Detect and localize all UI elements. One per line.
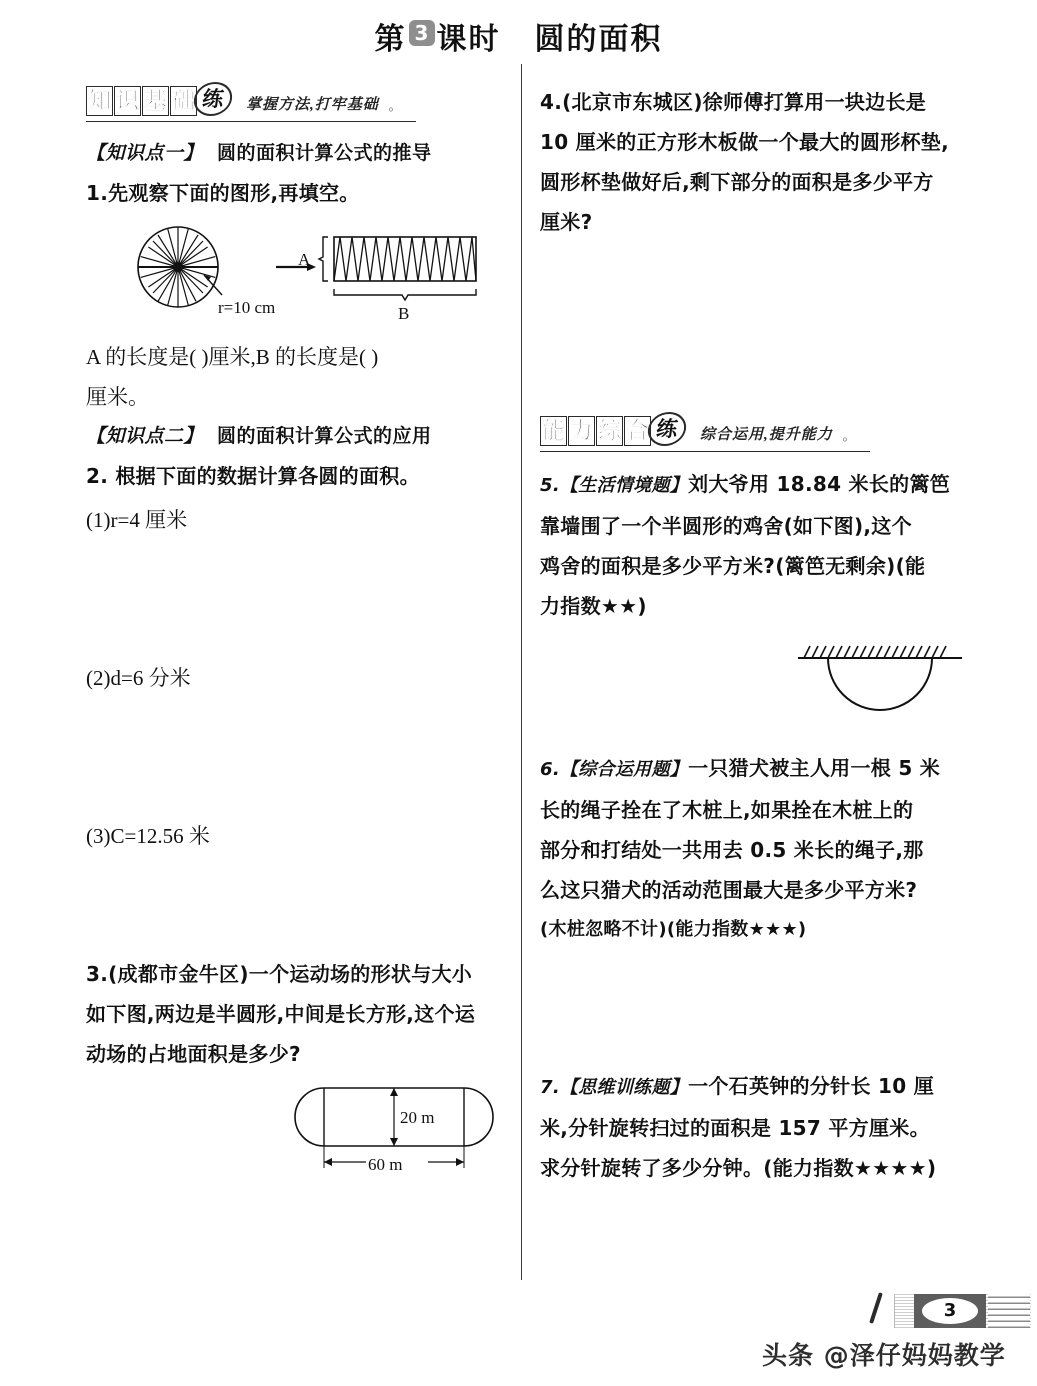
question-4-line-1: 4.(北京市东城区)徐师傅打算用一块边长是 [540, 90, 927, 114]
question-5-line-3: 鸡舍的面积是多少平方米?(篱笆无剩余)(能 [540, 554, 926, 578]
semicircle-shape-icon [828, 658, 932, 710]
banner-char: 力 [570, 418, 593, 444]
banner-char: 合 [626, 418, 649, 444]
page-title-main: 圆的面积 [534, 22, 663, 57]
question-2-item-1: (1)r=4 厘米 [86, 508, 188, 532]
question-1-fill-line-2: 厘米。 [86, 385, 149, 409]
page-title [0, 14, 1037, 58]
question-2-text: 2. 根据下面的数据计算各圆的面积。 [86, 464, 420, 488]
banner-char: 识 [116, 88, 139, 114]
question-3-line-3: 动场的占地面积是多少? [86, 1042, 301, 1066]
figure-coop-svg [770, 636, 990, 732]
answer-space [86, 698, 516, 816]
question-3-line-1: 3.(成都市金牛区)一个运动场的形状与大小 [86, 962, 473, 986]
right-column [540, 82, 996, 1188]
question-4-line-2: 10 厘米的正方形木板做一个最大的圆形杯垫, [540, 130, 949, 154]
banner-char: 能 [542, 418, 565, 444]
section-banner-comprehensive [540, 412, 996, 456]
banner-subtitle: 综合运用,提升能力 [700, 427, 833, 443]
banner-char: 基 [144, 88, 167, 114]
section-banner-basics [86, 82, 516, 126]
figure-stadium [286, 1080, 516, 1184]
knowledge-point-1-title: 圆的面积计算公式的推导 [217, 142, 432, 164]
banner-practice-icon: 练 [646, 412, 689, 446]
question-6-line-3: 部分和打结处一共用去 0.5 米长的绳子,那 [540, 838, 924, 862]
banner-char: 础 [172, 88, 195, 114]
watermark-prefix: 头条 [762, 1341, 815, 1370]
page-title-prefix: 第 [374, 22, 407, 57]
question-5-line-1 [540, 464, 996, 506]
question-5-tag: 5.【生活情境题】 [540, 475, 689, 496]
question-7-line-3: 求分针旋转了多少分钟。(能力指数★★★★) [540, 1156, 937, 1180]
question-7-text-1: 一个石英钟的分针长 10 厘 [688, 1074, 935, 1098]
knowledge-point-2 [86, 421, 516, 448]
page-number-decoration [852, 1288, 1032, 1332]
question-6-line-1 [540, 748, 996, 790]
figure-circle-to-parallelogram [126, 223, 516, 323]
knowledge-point-2-title: 圆的面积计算公式的应用 [217, 425, 432, 447]
figure-circle-svg [126, 223, 526, 323]
wall-hatching-icon [798, 646, 962, 658]
figure-stadium-svg [286, 1080, 516, 1184]
stadium-width-label: 60 m [368, 1155, 403, 1174]
lesson-number-badge: 3 [409, 20, 435, 46]
answer-space [86, 540, 516, 658]
left-column [86, 82, 516, 1184]
decoration-lines [988, 1294, 1030, 1328]
watermark-handle: @泽仔妈妈教学 [823, 1341, 1006, 1370]
page-title-suffix: 课时 [436, 22, 501, 57]
question-5-text-1: 刘大爷用 18.84 米长的篱笆 [688, 472, 951, 496]
figure-semicircle-coop [770, 636, 996, 736]
banner-underline [540, 451, 870, 452]
page-number: 3 [922, 1298, 978, 1324]
question-3-line-2: 如下图,两边是半圆形,中间是长方形,这个运 [86, 1002, 476, 1026]
knowledge-point-1-label: 【知识点一】 [86, 142, 204, 164]
watermark [762, 1336, 1006, 1372]
question-5-line-2: 靠墙围了一个半圆形的鸡舍(如下图),这个 [540, 514, 912, 538]
height-label-A: A [298, 250, 311, 269]
knowledge-point-1 [86, 138, 516, 165]
question-6-text-1: 一只猎犬被主人用一根 5 米 [688, 756, 941, 780]
base-label-B: B [398, 304, 410, 323]
question-4-line-4: 厘米? [540, 210, 593, 234]
banner-chars [86, 82, 232, 116]
stadium-shape-icon [295, 1088, 493, 1174]
question-2-item-3: (3)C=12.56 米 [86, 824, 210, 848]
banner-practice-icon: 练 [192, 82, 235, 116]
question-6-line-4: 么这只猎犬的活动范围最大是多少平方米? [540, 878, 918, 902]
stadium-height-label: 20 m [400, 1108, 435, 1127]
banner-chars [540, 412, 686, 446]
banner-char: 知 [88, 88, 111, 114]
question-7-line-1 [540, 1066, 996, 1108]
question-1-text: 1.先观察下面的图形,再填空。 [86, 181, 360, 205]
question-6-line-5: (木桩忽略不计)(能力指数★★★) [540, 919, 807, 940]
sawtooth-strip-icon [298, 237, 476, 323]
radius-label: r=10 cm [218, 298, 276, 317]
banner-tail: 。 [842, 429, 855, 443]
knowledge-point-2-label: 【知识点二】 [86, 425, 204, 447]
banner-char: 综 [598, 418, 621, 444]
sectored-circle-icon [138, 227, 222, 307]
question-1-fill-line-1: A 的长度是( )厘米,B 的长度是( ) [86, 345, 379, 369]
question-4-line-3: 圆形杯垫做好后,剩下部分的面积是多少平方 [540, 170, 934, 194]
question-7-tag: 7.【思维训练题】 [540, 1077, 689, 1098]
question-2-item-2: (2)d=6 分米 [86, 666, 191, 690]
question-7-line-2: 米,分针旋转扫过的面积是 157 平方厘米。 [540, 1116, 930, 1140]
banner-tail: 。 [388, 99, 401, 113]
question-5-line-4: 力指数★★) [540, 594, 647, 618]
banner-subtitle: 掌握方法,打牢基础 [246, 97, 379, 113]
decoration-slash-icon [869, 1292, 883, 1324]
banner-underline [86, 121, 416, 122]
question-6-line-2: 长的绳子拴在了木桩上,如果拴在木桩上的 [540, 798, 914, 822]
question-6-tag: 6.【综合运用题】 [540, 759, 689, 780]
